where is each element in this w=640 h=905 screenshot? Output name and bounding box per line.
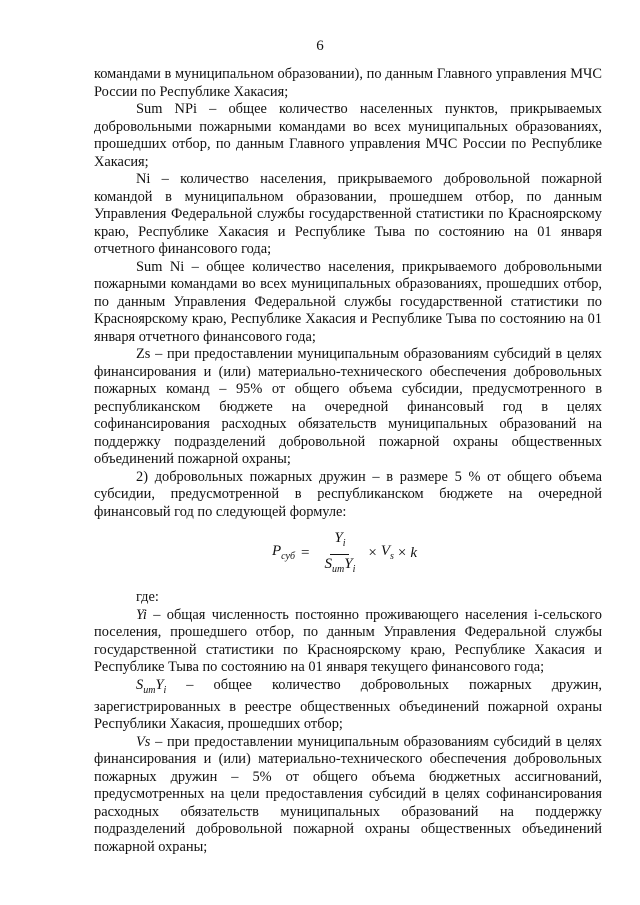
paragraph-zs: Zs – при предоставлении муниципальным образованиям субсидий в целях финансирования и (или) материально-технического обеспечения добровольных пожарных команд – 95% от общего объема субсидии, предусмотренного в республиканском бюджете на очередной финансовый год в целях софинансирования расходных обязательств муниципальных образований на поддержку подразделений добровольной пожарной охраны общественных объединений пожарной охраны; bbox=[94, 346, 602, 467]
page-number: 6 bbox=[316, 38, 324, 54]
formula-equals: = bbox=[301, 545, 310, 562]
formula-times-2: × bbox=[397, 545, 407, 562]
definition-vs: Vs – при предоставлении муниципальным образованиям субсидий в целях финансирования и (или) материально-технического обеспечения добровольных пожарных дружин – 5% от общего объема бюджетных ассигнований, предусмотренных на цели предоставления субсидий в целях софинансирования расходных обязательств муниципальных образований на поддержку подразделений добровольной пожарной охраны общественных объединений пожарной охраны; bbox=[94, 733, 602, 855]
formula-times-1: × bbox=[368, 545, 377, 562]
definition-yi: Yi – общая численность постоянно проживающего населения i-сельского поселения, прошедшего отбор, по данным Управления Федеральной службы государственной статистики по Красноярскому краю, Республике Хакасия и Республике Тыва по состоянию на 01 января текущего финансового года; bbox=[94, 606, 602, 675]
subsidy-formula bbox=[272, 531, 602, 577]
definition-term-sum-yi: $S_{um}Y_i$ bbox=[136, 676, 167, 696]
paragraph-druzhiny: 2) добровольных пожарных дружин – в размере 5 % от общего объема субсидии, предусмотренной в республиканском бюджете на очередной финансовый год по следующей формуле: bbox=[94, 468, 602, 520]
paragraph-sum-npi: Sum NPi – общее количество населенных пунктов, прикрываемых добровольными пожарными командами во всех муниципальных образованиях, прошедших отбор, по данным Главного управления МЧС России по Республике Хакасия; bbox=[94, 101, 602, 170]
document-body bbox=[94, 66, 602, 856]
definition-term-yi: Yi bbox=[136, 606, 147, 623]
definition-term-vs: Vs bbox=[136, 733, 151, 750]
formula-fraction bbox=[320, 530, 359, 578]
paragraph-sum-ni: Sum Ni – общее количество населения, прикрываемого добровольными пожарными командами во всех муниципальных образованиях, прошедших отбор, по данным Управления Федеральной службы государственной статистики по Красноярскому краю, Республике Хакасия и Республике Тыва по состоянию на 01 января отчетного финансового года; bbox=[94, 258, 602, 345]
formula-denominator: $S_{um}Y_i$ bbox=[324, 555, 356, 575]
formula-vs: $V_s$ bbox=[380, 542, 394, 562]
formula-numerator: $Y_i$ bbox=[330, 530, 349, 555]
definition-sum-yi: $S_{um}Y_i$ – общее количество добровольных пожарных дружин, зарегистрированных в реестре общественных объединений пожарной охраны Республики Хакасия, прошедших отбор; bbox=[94, 676, 602, 733]
formula-lhs: $P_{суб}$ bbox=[272, 542, 296, 562]
paragraph-continuation: командами в муниципальном образовании), по данным Главного управления МЧС России по Республике Хакасия; bbox=[94, 66, 602, 100]
where-label: где: bbox=[136, 589, 159, 605]
formula-k: k bbox=[410, 545, 418, 562]
paragraph-ni: Ni – количество населения, прикрываемого добровольной пожарной командой в муниципальном образовании, прошедшем отбор, по данным Управления Федеральной службы государственной статистики по Красноярскому краю, Республике Хакасия и Республике Тыва по состоянию на 01 января отчетного финансового года; bbox=[94, 171, 602, 257]
